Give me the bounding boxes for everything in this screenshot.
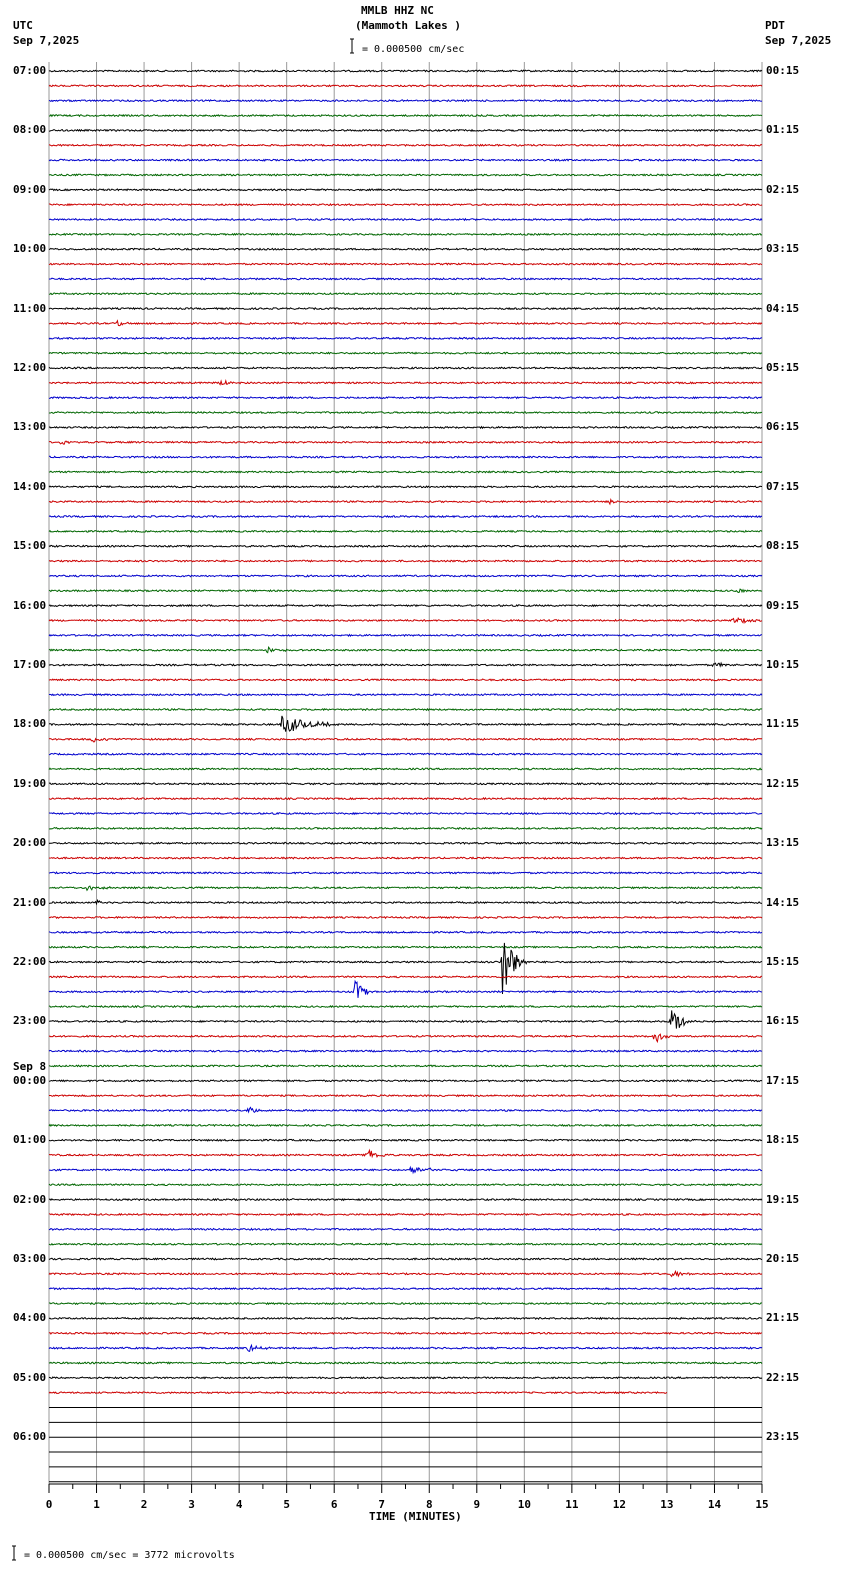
- x-tick-label: 9: [473, 1498, 481, 1511]
- seismic-trace: [49, 85, 762, 87]
- time-grid: [49, 62, 762, 1484]
- x-tick-label: 2: [140, 1498, 148, 1511]
- seismic-trace: [49, 842, 762, 844]
- seismic-trace: [49, 813, 762, 815]
- utc-hour-label: 07:00: [13, 64, 47, 77]
- seismic-trace: [49, 589, 762, 592]
- x-tick-label: 5: [283, 1498, 290, 1511]
- utc-hour-label: 10:00: [13, 242, 47, 256]
- seismic-trace: [49, 886, 762, 890]
- seismic-trace: [49, 352, 762, 354]
- seismic-trace: [49, 943, 762, 994]
- date-change-label: Sep 8: [13, 1059, 47, 1073]
- seismic-trace: [49, 738, 762, 742]
- utc-hour-label: 19:00: [13, 776, 47, 790]
- x-tick-label: 4: [235, 1498, 243, 1511]
- seismic-trace: [49, 545, 762, 547]
- seismic-trace: [49, 471, 762, 473]
- seismic-trace: [49, 145, 762, 147]
- utc-hour-label: 21:00: [13, 895, 47, 909]
- seismic-trace: [49, 263, 762, 265]
- utc-hour-label: 18:00: [13, 717, 47, 731]
- seismic-trace: [49, 647, 762, 652]
- x-tick-label: 3: [188, 1498, 195, 1511]
- seismic-trace: [49, 70, 762, 72]
- pdt-hour-label: 04:15: [766, 301, 800, 315]
- seismic-trace: [49, 338, 762, 340]
- seismic-trace: [49, 1243, 762, 1245]
- seismic-trace: [49, 159, 762, 161]
- seismic-trace: [49, 293, 762, 295]
- pdt-hour-label: 23:15: [766, 1430, 800, 1444]
- seismic-trace: [49, 1150, 762, 1156]
- seismic-trace: [49, 441, 762, 444]
- seismic-trace: [49, 900, 762, 904]
- x-tick-label: 0: [45, 1498, 53, 1511]
- pdt-hour-label: 08:15: [766, 539, 800, 553]
- scale-bar: [350, 39, 354, 53]
- seismic-trace: [49, 663, 762, 666]
- seismic-trace: [49, 1303, 762, 1305]
- seismic-trace: [49, 1184, 762, 1186]
- seismic-trace: [49, 605, 762, 607]
- seismic-trace: [49, 500, 762, 505]
- footer-scale-label: = 0.000500 cm/sec = 3772 microvolts: [24, 1550, 235, 1561]
- x-tick-label: 12: [612, 1498, 627, 1511]
- seismic-trace: [49, 618, 762, 623]
- seismic-trace: [49, 321, 762, 326]
- seismic-traces: [49, 70, 762, 1482]
- seismic-trace: [49, 976, 762, 978]
- pdt-hour-label: 00:15: [766, 64, 800, 77]
- seismic-trace: [49, 1050, 762, 1052]
- scale-bar: [12, 1546, 16, 1560]
- utc-hour-label: 23:00: [13, 1014, 47, 1028]
- pdt-hour-label: 21:15: [766, 1311, 800, 1325]
- utc-hour-label: 11:00: [13, 301, 47, 315]
- seismic-trace: [49, 1258, 762, 1260]
- left-timezone: UTC: [13, 19, 33, 32]
- utc-hour-label: 02:00: [13, 1192, 47, 1206]
- utc-hour-label: 15:00: [13, 539, 47, 553]
- utc-hour-label: 01:00: [13, 1133, 47, 1147]
- utc-hour-label: 13:00: [13, 420, 47, 434]
- right-timezone: PDT: [765, 19, 785, 32]
- utc-hour-label: 20:00: [13, 836, 47, 850]
- pdt-hour-label: 20:15: [766, 1252, 800, 1265]
- seismic-trace: [49, 308, 762, 310]
- x-axis-label: TIME (MINUTES): [369, 1510, 462, 1523]
- seismic-trace: [49, 174, 762, 176]
- x-tick-label: 1: [93, 1498, 100, 1511]
- seismic-trace: [49, 412, 762, 414]
- utc-hour-label: 00:00: [13, 1073, 47, 1087]
- pdt-hour-label: 15:15: [766, 955, 800, 968]
- seismic-trace: [49, 397, 762, 399]
- pdt-hour-label: 14:15: [766, 895, 800, 909]
- seismic-trace: [49, 219, 762, 221]
- seismic-trace: [49, 1345, 762, 1351]
- seismic-trace: [49, 1167, 762, 1172]
- x-tick-label: 6: [330, 1498, 338, 1511]
- location-title: (Mammoth Lakes ): [355, 19, 461, 32]
- utc-hour-label: 05:00: [13, 1370, 47, 1384]
- utc-hour-label: 12:00: [13, 361, 47, 374]
- seismic-trace: [49, 768, 762, 770]
- seismic-trace: [49, 1006, 762, 1008]
- seismic-trace: [49, 981, 762, 998]
- seismic-trace: [49, 1107, 762, 1112]
- pdt-hour-label: 13:15: [766, 836, 800, 850]
- seismic-trace: [49, 1010, 762, 1028]
- seismic-trace: [49, 486, 762, 488]
- seismic-trace: [49, 1229, 762, 1231]
- seismic-trace: [49, 709, 762, 711]
- seismic-trace: [49, 381, 762, 385]
- seismic-trace: [49, 716, 762, 732]
- seismic-trace: [49, 531, 762, 533]
- seismic-trace: [49, 1199, 762, 1201]
- pdt-hour-label: 06:15: [766, 420, 800, 434]
- pdt-hour-label: 02:15: [766, 182, 800, 196]
- seismic-trace: [49, 1333, 762, 1335]
- pdt-hour-label: 17:15: [766, 1073, 800, 1087]
- utc-hour-label: 14:00: [13, 479, 47, 493]
- seismic-trace: [49, 204, 762, 206]
- pdt-hour-label: 11:15: [766, 717, 800, 731]
- scale-label: = 0.000500 cm/sec: [362, 44, 465, 55]
- x-tick-label: 11: [565, 1498, 579, 1511]
- x-tick-label: 8: [425, 1498, 433, 1511]
- scale-bars: [12, 39, 354, 1560]
- pdt-hour-label: 09:15: [766, 598, 800, 612]
- x-tick-label: 10: [517, 1498, 531, 1511]
- seismic-trace: [49, 828, 762, 830]
- pdt-hour-label: 22:15: [766, 1370, 800, 1384]
- seismic-trace: [49, 1080, 762, 1082]
- left-date: Sep 7,2025: [13, 34, 80, 47]
- seismic-trace: [49, 753, 762, 755]
- seismic-trace: [49, 1271, 762, 1276]
- x-tick-label: 13: [660, 1498, 674, 1511]
- seismic-trace: [49, 1318, 762, 1320]
- utc-hour-label: 09:00: [13, 182, 47, 196]
- seismic-trace: [49, 1377, 762, 1379]
- pdt-hour-label: 07:15: [766, 479, 800, 493]
- right-date: Sep 7,2025: [765, 34, 832, 47]
- seismic-trace: [49, 798, 762, 800]
- seismic-trace: [49, 917, 762, 919]
- pdt-hour-label: 19:15: [766, 1192, 800, 1206]
- x-tick-label: 7: [378, 1498, 386, 1511]
- seismic-trace: [49, 635, 762, 637]
- seismic-trace: [49, 427, 762, 429]
- seismic-trace: [49, 694, 762, 696]
- utc-hour-label: 06:00: [13, 1430, 47, 1444]
- seismic-trace: [49, 857, 762, 859]
- pdt-hour-label: 05:15: [766, 361, 800, 374]
- seismic-trace: [49, 575, 762, 577]
- pdt-hour-label: 01:15: [766, 123, 800, 137]
- x-tick-label: 15: [755, 1498, 769, 1511]
- seismic-trace: [49, 1362, 762, 1364]
- seismic-trace: [49, 560, 762, 562]
- pdt-hour-label: 12:15: [766, 776, 800, 790]
- seismic-trace: [49, 130, 762, 132]
- pdt-hour-label: 10:15: [766, 658, 800, 671]
- seismic-trace: [49, 1392, 667, 1394]
- seismic-trace: [49, 189, 762, 191]
- utc-hour-label: 03:00: [13, 1252, 47, 1265]
- seismic-trace: [49, 100, 762, 102]
- seismic-trace: [49, 946, 762, 948]
- seismic-trace: [49, 872, 762, 874]
- utc-hour-label: 22:00: [13, 955, 47, 968]
- seismic-trace: [49, 679, 762, 681]
- seismic-trace: [49, 115, 762, 117]
- utc-hour-label: 17:00: [13, 658, 47, 671]
- x-tick-label: 14: [707, 1498, 722, 1511]
- pdt-hour-label: 03:15: [766, 242, 800, 256]
- seismic-trace: [49, 932, 762, 934]
- seismic-trace: [49, 248, 762, 250]
- utc-hour-label: 04:00: [13, 1311, 47, 1325]
- seismic-trace: [49, 1288, 762, 1290]
- seismic-trace: [49, 1125, 762, 1127]
- seismic-trace: [49, 1065, 762, 1067]
- seismic-trace: [49, 516, 762, 518]
- seismic-trace: [49, 1139, 762, 1141]
- pdt-hour-label: 18:15: [766, 1133, 800, 1147]
- utc-hour-label: 16:00: [13, 598, 47, 612]
- seismic-trace: [49, 1214, 762, 1216]
- time-axis: [46, 1484, 769, 1511]
- seismic-trace: [49, 278, 762, 280]
- seismic-trace: [49, 367, 762, 369]
- station-title: MMLB HHZ NC: [361, 4, 434, 17]
- seismic-trace: [49, 1034, 762, 1042]
- pdt-hour-label: 16:15: [766, 1014, 800, 1028]
- seismic-trace: [49, 456, 762, 458]
- utc-hour-label: 08:00: [13, 123, 47, 137]
- seismic-trace: [49, 1095, 762, 1097]
- seismic-trace: [49, 234, 762, 236]
- seismic-trace: [49, 783, 762, 785]
